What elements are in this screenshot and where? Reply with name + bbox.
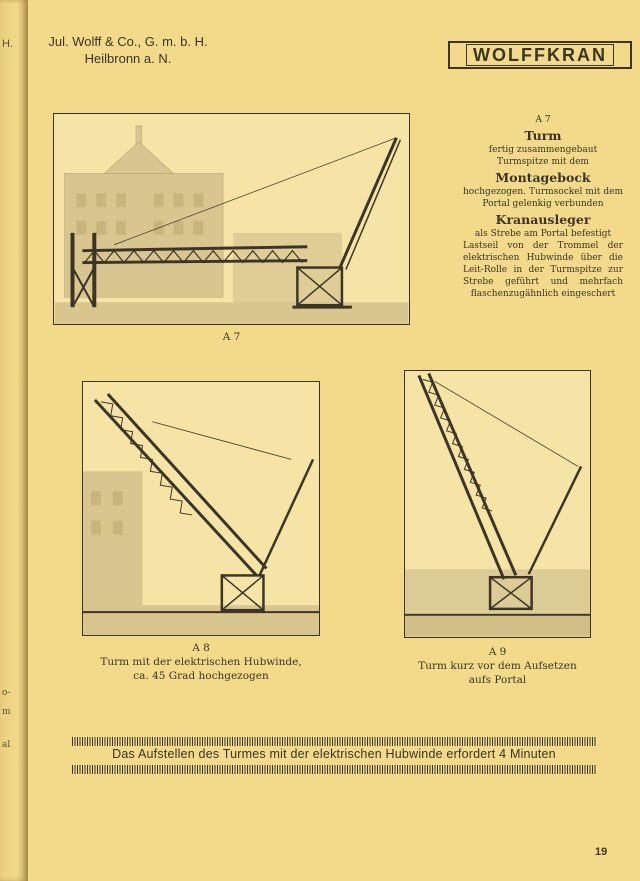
page-number: 19: [595, 846, 608, 858]
caption-label: A 9: [488, 646, 507, 658]
crane-illustration-a9: [405, 371, 590, 637]
heading-kranausleger: Kranausleger: [495, 212, 591, 227]
description-text: Turmspitze mit dem: [497, 157, 589, 167]
edge-fragment: al: [2, 740, 11, 750]
caption-a9: [404, 645, 591, 687]
company-name: Jul. Wolff & Co., G. m. b. H.: [48, 34, 208, 49]
description-text: fertig zusammengebaut: [488, 145, 598, 155]
wolffkran-logo: [448, 41, 632, 69]
caption-text: Turm mit der elektrischen Hubwinde,: [100, 656, 302, 668]
caption-label: A 8: [192, 642, 210, 654]
caption-text: aufs Portal: [468, 674, 527, 686]
description-label: A 7: [535, 115, 551, 125]
edge-fragment: m: [2, 707, 11, 717]
description-text: hochgezogen. Turmsockel mit dem Portal gelenkig verbunden: [463, 187, 623, 209]
description-text: Lastseil von der Trommel der elektrischen Hubwinde über die Leit-Rolle in der Turmspitze zur Strebe geführt und mehrfach flaschenzugähnlich eingeschert: [463, 241, 623, 299]
crane-illustration-a7: [54, 114, 409, 324]
hatched-band-top: [72, 737, 596, 746]
description-text: als Strebe am Portal befestigt: [474, 229, 612, 239]
caption-a8: [82, 641, 320, 683]
heading-turm: Turm: [524, 128, 562, 143]
edge-fragment: o-: [2, 688, 11, 698]
caption-text: Turm kurz vor dem Aufsetzen: [418, 660, 577, 672]
edge-fragment: H.: [2, 38, 13, 50]
photo-a8: [82, 381, 320, 636]
company-address: [48, 33, 208, 67]
logo-text: WOLFFKRAN: [466, 44, 614, 66]
company-city: Heilbronn a. N.: [84, 51, 172, 66]
crane-illustration-a8: [83, 382, 319, 635]
caption-a7: A 7: [222, 331, 241, 343]
heading-montagebock: Montagebock: [495, 170, 591, 185]
hatched-band-bottom: [72, 765, 596, 774]
assembly-time-statement: Das Aufstellen des Turmes mit der elektrischen Hubwinde erfordert 4 Minuten: [112, 747, 556, 761]
a7-description: [463, 114, 623, 300]
adjacent-page-edge: [0, 0, 28, 881]
caption-text: ca. 45 Grad hochgezogen: [133, 670, 269, 682]
photo-a9: [404, 370, 591, 638]
photo-a7: [53, 113, 410, 325]
